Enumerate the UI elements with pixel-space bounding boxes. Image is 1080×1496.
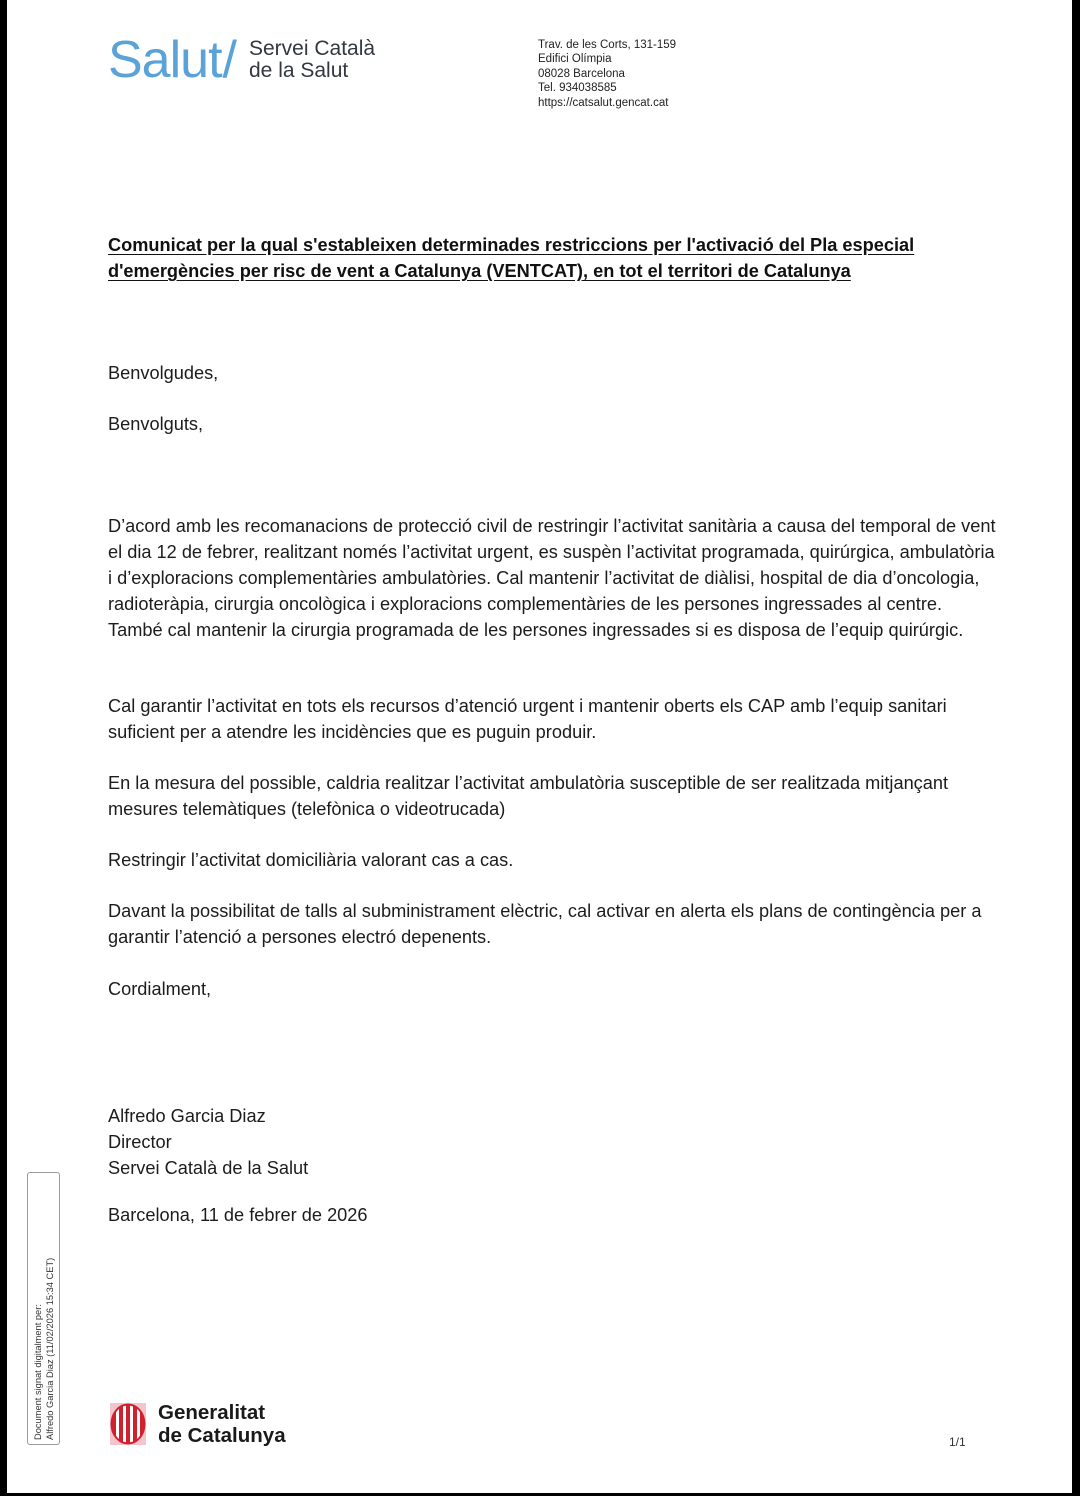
generalitat-line-2: de Catalunya xyxy=(158,1424,286,1447)
address-city: 08028 Barcelona xyxy=(538,67,625,80)
senyera-emblem-icon xyxy=(110,1403,146,1445)
generalitat-logo xyxy=(110,1401,286,1447)
stamp-line-1: Document signat digitalment per: xyxy=(33,1304,43,1440)
logo-wordmark: Salut xyxy=(108,31,222,89)
sender-address xyxy=(538,38,676,110)
logo-subtitle-line1: Servei Català xyxy=(249,37,376,60)
signatory-role: Director xyxy=(108,1132,172,1152)
stamp-text xyxy=(28,1173,61,1446)
logo-slash: / xyxy=(222,31,237,89)
document-page xyxy=(7,0,1072,1493)
generalitat-line-1: Generalitat xyxy=(158,1401,266,1424)
catsalut-logo xyxy=(108,31,376,89)
signature-block xyxy=(108,1103,998,1181)
logo-subtitle-line2: de la Salut xyxy=(249,59,349,82)
address-website: https://catsalut.gencat.cat xyxy=(538,96,669,109)
digital-signature-stamp xyxy=(27,1172,60,1445)
greeting-1: Benvolgudes, xyxy=(108,363,219,383)
paragraph-3: En la mesura del possible, caldria realitzar l’activitat ambulatòria susceptible de ser realitzada mitjançant mesures telemàtiques (telefònica o videotrucada) xyxy=(108,773,949,819)
paragraph-2: Cal garantir l’activitat en tots els recursos d’atenció urgent i mantenir oberts els CAP amb l’equip sanitari suficient per a atendre les incidències que es puguin produir. xyxy=(108,696,947,742)
logo-subtitle xyxy=(249,38,375,82)
signatory-name: Alfredo Garcia Diaz xyxy=(108,1106,266,1126)
address-phone: Tel. 934038585 xyxy=(538,82,617,95)
place-date: Barcelona, 11 de febrer de 2026 xyxy=(108,1205,368,1225)
signatory-organization: Servei Català de la Salut xyxy=(108,1158,309,1178)
paragraph-5: Davant la possibilitat de talls al subministrament elèctric, cal activar en alerta els plans de contingència per a garantir l’atenció a persones electró depenents. xyxy=(108,901,982,947)
paragraph-4: Restringir l’activitat domiciliària valorant cas a cas. xyxy=(108,850,514,870)
greeting-2: Benvolguts, xyxy=(108,414,204,434)
paragraph-1: D’acord amb les recomanacions de protecció civil de restringir l’activitat sanitària a causa del temporal de vent el dia 12 de febrer, realitzant només l’activitat urgent, es suspèn l’activitat programada, quirúrgica, ambulatòria i d’exploracions complementàries ambulatòries. Cal mantenir l’activitat de diàlisi, hospital de dia d’oncologia, radioteràpia, cirurgia oncològica i exploracions complementàries de les persones ingressades al centre. També cal mantenir la cirurgia programada de les persones ingressades si es disposa de l’equip quirúrgic. xyxy=(108,516,996,640)
generalitat-wordmark xyxy=(158,1401,286,1447)
page-number: 1/1 xyxy=(949,1435,966,1449)
stamp-line-2: Alfredo Garcia Diaz (11/02/2026 15:34 CET) xyxy=(45,1257,55,1440)
address-building: Edifici Olímpia xyxy=(538,53,612,66)
closing: Cordialment, xyxy=(108,979,212,999)
address-street: Trav. de les Corts, 131-159 xyxy=(538,39,677,51)
document-title: Comunicat per la qual s'estableixen determinades restriccions per l'activació del Pla especial d'emergències per risc de vent a Catalunya (VENTCAT), en tot el territori de Catalunya xyxy=(108,235,915,281)
